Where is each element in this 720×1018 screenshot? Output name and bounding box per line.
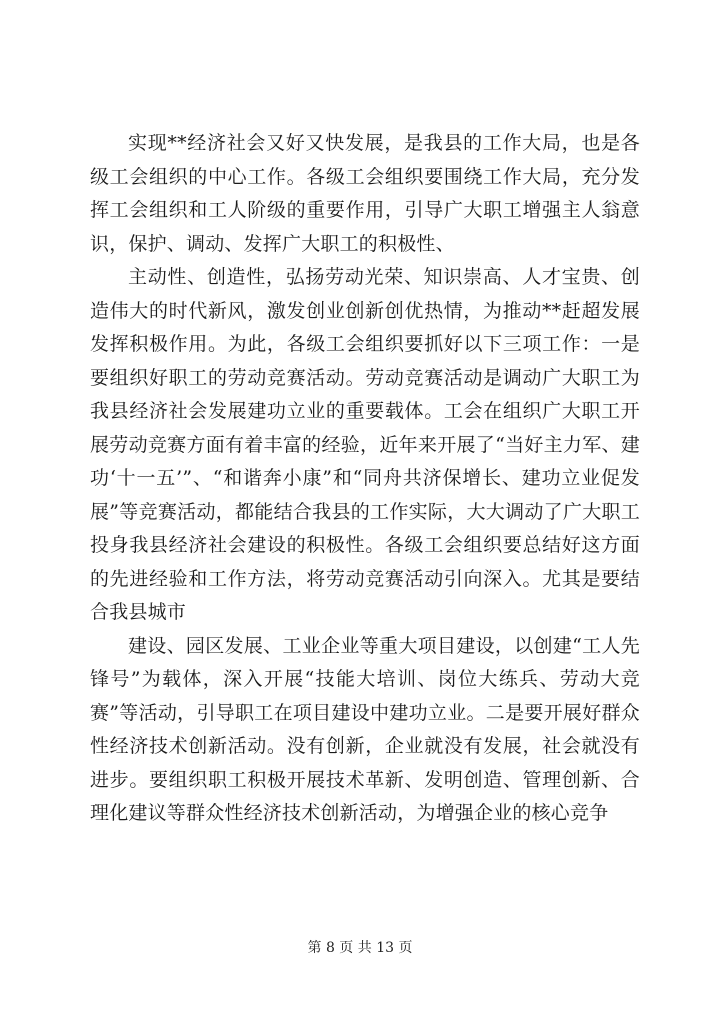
paragraph: 建设、园区发展、工业企业等重大项目建设，以创建“工人先锋号”为载体，深入开展“技能大培训、岗位大练兵、劳动大竞赛”等活动，引导职工在项目建设中建功立业。二是要开展好群众性经济技术创新活动。没有创新，企业就没有发展，社会就没有进步。要组织职工积极开展技术革新、发明创造、管理创新、合理化建议等群众性经济技术创新活动，为增强企业的核心竞争 <box>90 634 640 824</box>
page-footer: 第 8 页 共 13 页 <box>307 940 413 956</box>
body-text <box>90 127 640 831</box>
paragraph: 主动性、创造性，弘扬劳动光荣、知识崇高、人才宝贵、创造伟大的时代新风，激发创业创新创优热情，为推动**赶超发展发挥积极作用。为此，各级工会组织要抓好以下三项工作：一是要组织好职工的劳动竞赛活动。劳动竞赛活动是调动广大职工为我县经济社会发展建功立业的重要载体。工会在组织广大职工开展劳动竞赛方面有着丰富的经验，近年来开展了“当好主力军、建功‘十一五’”、“和谐奔小康”和“同舟共济保增长、建功立业促发展”等竞赛活动，都能结合我县的工作实际，大大调动了广大职工投身我县经济社会建设的积极性。各级工会组织要总结好这方面的先进经验和工作方法，将劳动竞赛活动引向深入。尤其是要结合我县城市 <box>90 266 640 623</box>
paragraph: 实现**经济社会又好又快发展，是我县的工作大局，也是各级工会组织的中心工作。各级工会组织要围绕工作大局，充分发挥工会组织和工人阶级的重要作用，引导广大职工增强主人翁意识，保护、调动、发挥广大职工的积极性、 <box>90 132 640 255</box>
